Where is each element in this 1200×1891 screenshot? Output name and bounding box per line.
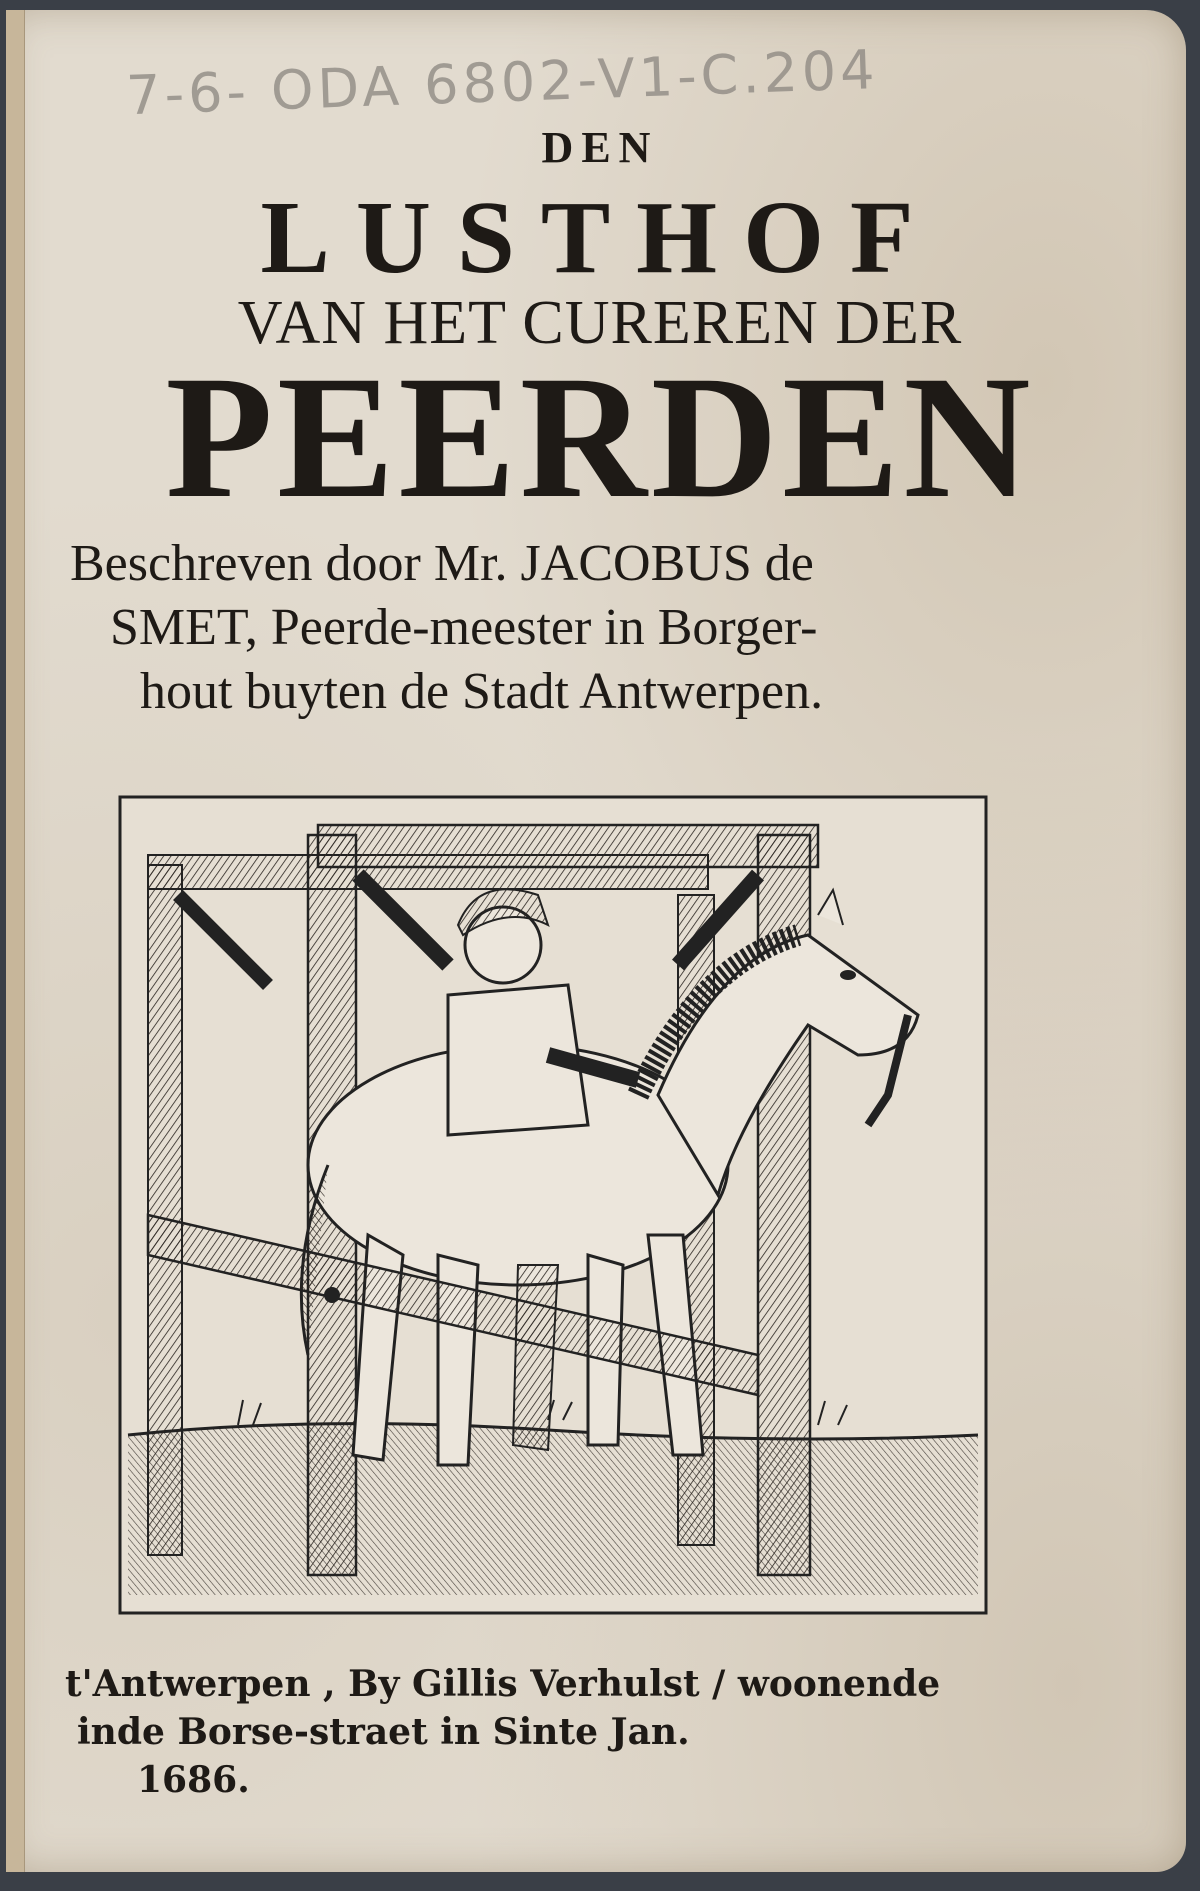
- imprint-line-2: [65, 1708, 1065, 1804]
- imprint-line-1: t'Antwerpen , By Gillis Verhulst / woonende: [65, 1663, 941, 1705]
- imprint-line-2-text: inde Borse-straet in Sinte Jan.: [77, 1711, 690, 1753]
- author-line-1: Beschreven door Mr. JACOBUS de: [70, 535, 814, 592]
- author-line-2: SMET, Peerde-meester in Borger-: [110, 599, 818, 656]
- imprint: [65, 1660, 1065, 1804]
- title-line-van-het: VAN HET CUREREN DER: [237, 289, 963, 357]
- author-line-3: hout buyten de Stadt Antwerpen.: [140, 663, 824, 720]
- title-line-peerden: PEERDEN: [165, 340, 1035, 535]
- handwritten-shelfmark: 7-6- ODA 6802-V1-C.204: [125, 38, 880, 128]
- title-line-den: DEN: [541, 123, 659, 172]
- imprint-year: 1686.: [137, 1759, 250, 1801]
- woodcut-illustration: [118, 795, 988, 1615]
- title-line-lusthof: LUSTHOF: [260, 180, 940, 295]
- author-block: [60, 532, 1060, 724]
